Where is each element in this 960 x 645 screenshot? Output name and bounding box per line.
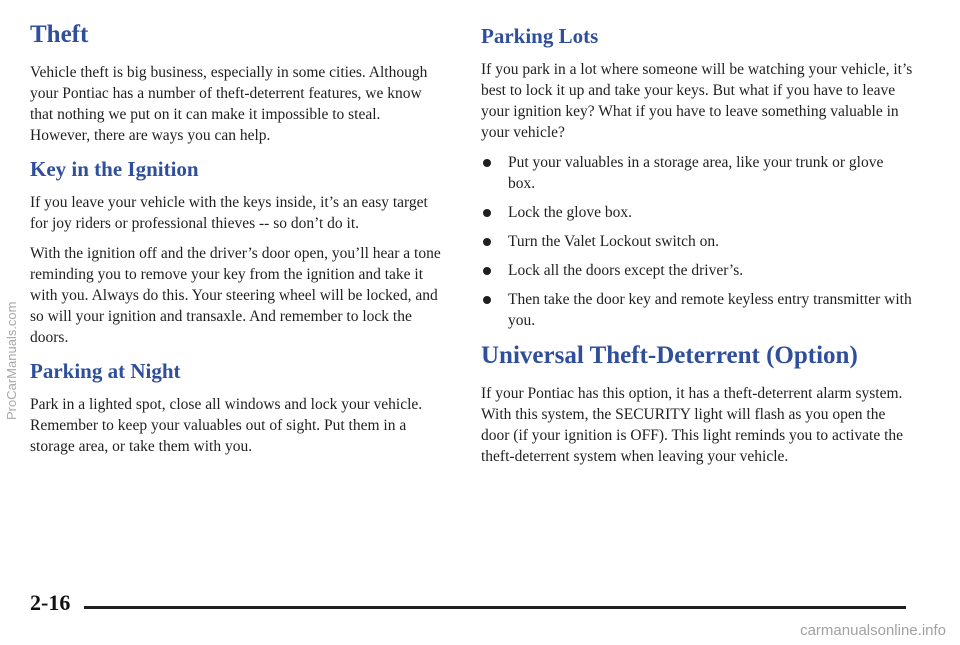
page-footer bbox=[30, 588, 906, 618]
side-watermark: ProCarManuals.com bbox=[4, 301, 19, 420]
page-number: 2-16 bbox=[30, 590, 71, 615]
key-in-ignition-heading: Key in the Ignition bbox=[30, 157, 199, 181]
bullet-icon bbox=[483, 209, 491, 217]
parking-lots-bullet-list bbox=[481, 152, 913, 331]
parking-lots-intro: If you park in a lot where someone will be watching your vehicle, it’s best to lock it up and take your keys. But what if you have to leave your ignition key? What if you have to leave something valuable in your vehicle? bbox=[481, 61, 913, 141]
parking-at-night-heading: Parking at Night bbox=[30, 359, 181, 383]
list-item bbox=[481, 152, 913, 194]
universal-theft-deterrent-heading: Universal Theft-Deterrent (Option) bbox=[481, 342, 858, 369]
right-column bbox=[481, 18, 913, 476]
theft-heading: Theft bbox=[30, 21, 89, 48]
bullet-icon bbox=[483, 238, 491, 246]
parking-lots-heading: Parking Lots bbox=[481, 24, 599, 48]
list-item-text: Lock the glove box. bbox=[508, 204, 632, 221]
bottom-watermark: carmanualsonline.info bbox=[800, 622, 946, 639]
list-item bbox=[481, 231, 913, 252]
list-item-text: Turn the Valet Lockout switch on. bbox=[508, 233, 719, 250]
footer-rule bbox=[84, 606, 906, 609]
bullet-icon bbox=[483, 267, 491, 275]
left-column bbox=[30, 18, 442, 466]
list-item bbox=[481, 260, 913, 281]
list-item bbox=[481, 202, 913, 223]
list-item bbox=[481, 289, 913, 331]
bullet-icon bbox=[483, 296, 491, 304]
key-in-ignition-paragraph-1: If you leave your vehicle with the keys inside, it’s an easy target for joy riders or professional thieves -- so don’t do it. bbox=[30, 194, 428, 232]
key-in-ignition-paragraph-2: With the ignition off and the driver’s door open, you’ll hear a tone reminding you to remove your key from the ignition and take it with you. Always do this. Your steering wheel will be locked, and so will your ignition and transaxle. And remember to lock the doors. bbox=[30, 245, 441, 346]
theft-paragraph: Vehicle theft is big business, especially in some cities. Although your Pontiac has a number of theft-deterrent features, we know that nothing we put on it can make it impossible to steal. However, there are ways you can help. bbox=[30, 64, 428, 144]
list-item-text: Put your valuables in a storage area, like your trunk or glove box. bbox=[508, 154, 884, 192]
bullet-icon bbox=[483, 159, 491, 167]
universal-theft-deterrent-paragraph: If your Pontiac has this option, it has a theft-deterrent alarm system. With this system, the SECURITY light will flash as you open the door (if your ignition is OFF). This light reminds you to activate the theft-deterrent system when leaving your vehicle. bbox=[481, 385, 904, 465]
parking-at-night-paragraph: Park in a lighted spot, close all windows and lock your vehicle. Remember to keep your valuables out of sight. Put them in a storage area, or take them with you. bbox=[30, 396, 423, 455]
list-item-text: Lock all the doors except the driver’s. bbox=[508, 262, 744, 279]
list-item-text: Then take the door key and remote keyless entry transmitter with you. bbox=[508, 291, 912, 329]
